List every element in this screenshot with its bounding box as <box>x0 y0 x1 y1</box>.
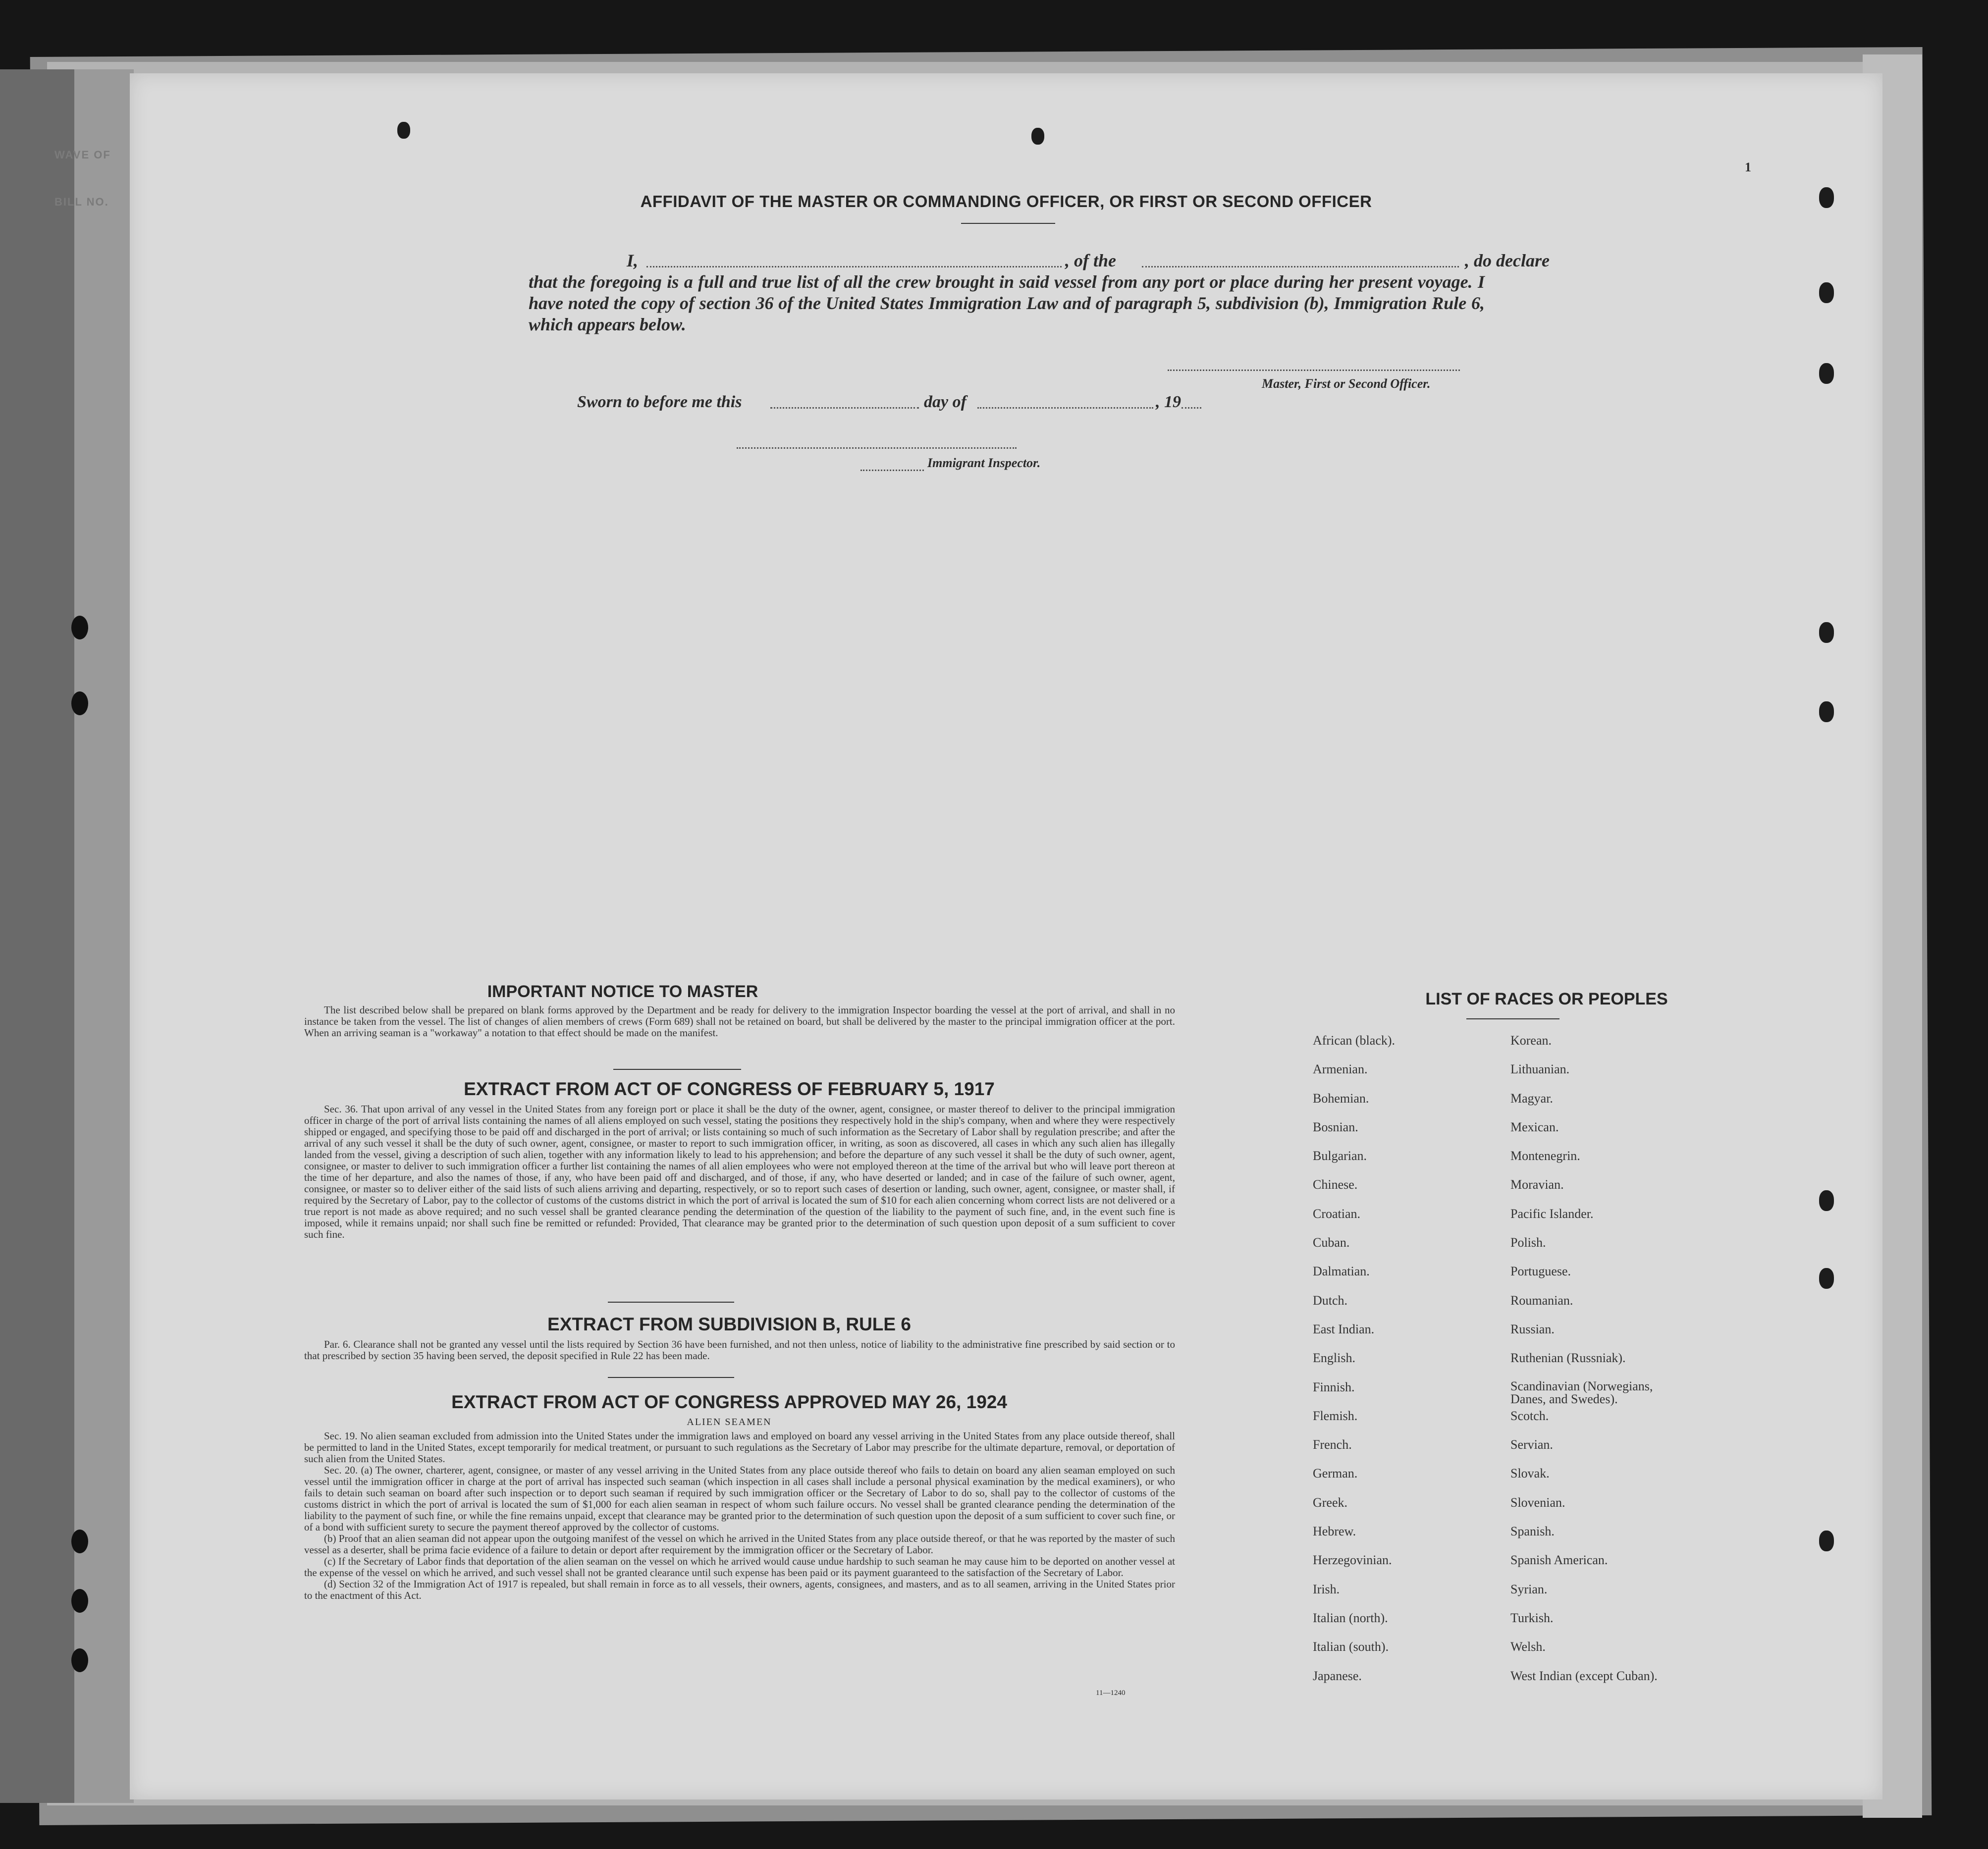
binder-hole <box>71 1530 88 1553</box>
extract-rule6-title: EXTRACT FROM SUBDIVISION B, RULE 6 <box>547 1314 911 1334</box>
race-item: French. <box>1313 1437 1352 1452</box>
section-rule <box>608 1377 734 1378</box>
race-item: Chinese. <box>1313 1177 1358 1192</box>
page-corner-mark: 1 <box>1745 160 1751 174</box>
extract-1917-title: EXTRACT FROM ACT OF CONGRESS OF FEBRUARY 5, 1917 <box>464 1079 995 1099</box>
race-item: Spanish. <box>1510 1524 1555 1539</box>
faded-margin-text: WAVE OF <box>54 149 111 161</box>
inspector-signature-line[interactable] <box>737 447 1017 449</box>
race-item: Pacific Islander. <box>1510 1206 1594 1221</box>
race-item: Mexican. <box>1510 1119 1559 1134</box>
name-blank-field[interactable] <box>646 266 1062 267</box>
binder-hole <box>1819 282 1834 303</box>
sworn-year-field[interactable] <box>1182 407 1201 409</box>
affidavit-line-1 <box>577 250 1618 272</box>
race-item: Cuban. <box>1313 1235 1350 1250</box>
race-item: Finnish. <box>1313 1379 1355 1394</box>
sworn-month-field[interactable] <box>977 407 1153 409</box>
sworn-line <box>577 391 1370 413</box>
vessel-blank-field[interactable] <box>1142 266 1459 267</box>
race-item: Bohemian. <box>1313 1091 1369 1106</box>
race-item: West Indian (except Cuban). <box>1510 1668 1658 1683</box>
race-item: Servian. <box>1510 1437 1553 1452</box>
extract-1924-body <box>304 1430 1175 1601</box>
section-rule <box>613 1069 741 1070</box>
inspector-prefix-line <box>860 470 924 471</box>
sec-20a-text: Sec. 20. (a) The owner, charterer, agent, consignee, or master of any vessel arriving in the United States from any place outside thereof who fails to detain on board any alien seaman employed on such vessel until the immigration officer in charge at the port of arrival has inspected such seaman (which inspection in all cases shall include a personal physical examination by the medical examiners), or who fails to detain such seaman on board after such inspection or to deport such seaman if required by such immigration officer or the Secretary of Labor to do so, shall pay to the collector of customs of the customs district in which the port of arrival is located the sum of $1,000 for each alien seaman in respect of whom such failure occurs. No vessel shall be granted clearance pending the determination of the liability to the payment of such fine, or while the fine remains unpaid, except that clearance may be granted prior to the determination of such question upon the deposit of a sum sufficient to cover such fine, or of a bond with sufficient surety to secure the payment thereof approved by the collector of customs. <box>304 1464 1175 1533</box>
binder-hole <box>1819 622 1834 643</box>
binder-hole <box>1819 701 1834 722</box>
binder-hole <box>71 1589 88 1613</box>
inspector-label: Immigrant Inspector. <box>927 456 1041 470</box>
race-item: East Indian. <box>1313 1321 1375 1336</box>
sec-19-text: Sec. 19. No alien seaman excluded from admission into the United States under the immigration laws and employed on board any vessel arriving in the United States from any place outside thereof, shall be permitted to land in the United States, except temporarily for medical treatment, or pursuant to such regulations as the Secretary of Labor may prescribe for the ultimate departure, removal, or deportation of such alien from the United States. <box>304 1430 1175 1465</box>
sworn-day-field[interactable] <box>770 407 919 409</box>
punch-hole <box>397 122 410 139</box>
race-item: Polish. <box>1510 1235 1546 1250</box>
sec-20d-text: (d) Section 32 of the Immigration Act of 1917 is repealed, but shall remain in force as to all vessels, their owners, agents, consignees, and masters, and as to all seamen, arriving in the United States prior to the enactment of this Act. <box>304 1578 1175 1601</box>
race-item: Portuguese. <box>1510 1264 1571 1279</box>
race-item: Slovak. <box>1510 1466 1550 1481</box>
sworn-day-of: day of <box>924 393 967 411</box>
section-rule <box>608 1302 734 1303</box>
affidavit-i-label: I, <box>627 251 639 270</box>
race-item: Scandinavian (Norwegians, Danes, and Swedes). <box>1510 1378 1653 1406</box>
race-item: Welsh. <box>1510 1639 1546 1654</box>
race-item: Roumanian. <box>1510 1293 1573 1308</box>
binder-hole <box>1819 363 1834 384</box>
master-signature-line[interactable] <box>1168 370 1460 371</box>
extract-1924-subtitle: ALIEN SEAMEN <box>687 1417 772 1427</box>
race-item: English. <box>1313 1351 1355 1366</box>
race-item: Scotch. <box>1510 1408 1549 1423</box>
binder-hole <box>1819 1531 1834 1551</box>
race-item: Armenian. <box>1313 1062 1368 1077</box>
extract-1924-title: EXTRACT FROM ACT OF CONGRESS APPROVED MAY 26, 1924 <box>451 1392 1007 1412</box>
title-rule <box>961 223 1055 224</box>
race-item: Greek. <box>1313 1495 1348 1510</box>
race-item: Dutch. <box>1313 1293 1348 1308</box>
notice-body: The list described below shall be prepared on blank forms approved by the Department and be ready for delivery to the immigration Inspector boarding the vessel at the port of arrival, and shall in no instance be taken from the vessel. The list of changes of alien members of crews (Form 689) shall not be retained on board, but shall be delivered by the master to the principal immigration officer at the port. When an arriving seaman is a "workaway" a notation to that effect should be made on the manifest. <box>304 1004 1175 1039</box>
binder-hole <box>71 691 88 715</box>
race-item: Flemish. <box>1313 1408 1358 1423</box>
race-item: Bulgarian. <box>1313 1149 1367 1163</box>
extract-rule6-body: Par. 6. Clearance shall not be granted any vessel until the lists required by Section 36 have been furnished, and not then unless, notice of liability to the administrative fine prescribed by said section or to that prescribed by section 35 having been served, the deposit specified in Rule 22 has been made. <box>304 1338 1175 1362</box>
race-item: Bosnian. <box>1313 1119 1358 1134</box>
race-item: African (black). <box>1313 1033 1396 1048</box>
binder-hole <box>71 1648 88 1672</box>
race-item: Irish. <box>1313 1582 1340 1596</box>
race-item: Montenegrin. <box>1510 1149 1580 1163</box>
race-item: Lithuanian. <box>1510 1062 1570 1077</box>
affidavit-body: that the foregoing is a full and true list of all the crew brought in said vessel from any port or place during her present voyage. I have noted the copy of section 36 of the United States Immigration Law and of paragraph 5, subdivision (b), Immigration Rule 6, which appears below. <box>529 272 1485 334</box>
master-signature-label: Master, First or Second Officer. <box>1262 376 1431 391</box>
race-item: Croatian. <box>1313 1206 1361 1221</box>
race-item: Korean. <box>1510 1033 1552 1048</box>
race-item: Dalmatian. <box>1313 1264 1370 1279</box>
form-number: 11—1240 <box>1096 1689 1126 1697</box>
sec-20b-text: (b) Proof that an alien seaman did not appear upon the outgoing manifest of the vessel on which he arrived in the United States from any place outside thereof, or that he was reported by the master of such vessel as a deserter, shall be prima facie evidence of a failure to detain or deport after requirement by the immigration officer or the Secretary of Labor. <box>304 1532 1175 1556</box>
faded-margin-text: BILL NO. <box>54 196 109 208</box>
race-item: Slovenian. <box>1510 1495 1565 1510</box>
affidavit-of-the-label: , of the <box>1065 251 1116 270</box>
title-rule <box>1466 1018 1559 1019</box>
races-list-right <box>1510 1033 1689 1697</box>
race-item: Hebrew. <box>1313 1524 1356 1539</box>
manifest-page <box>130 73 1882 1799</box>
race-item: Ruthenian (Russniak). <box>1510 1351 1626 1366</box>
sec-20c-text: (c) If the Secretary of Labor finds that deportation of the alien seaman on the vessel on which he arrived would cause undue hardship to such seaman he may cause him to be deported on another vessel at the expense of the vessel on which he arrived, and such vessel shall not be granted clearance until such expense has been paid or its payment guaranteed to the satisfaction of the Secretary of Labor. <box>304 1555 1175 1579</box>
race-item: Herzegovinian. <box>1313 1553 1392 1568</box>
races-list-left <box>1313 1033 1395 1697</box>
sworn-prefix: Sworn to before me this <box>577 393 742 411</box>
binder-hole <box>71 616 88 639</box>
affidavit-title: AFFIDAVIT OF THE MASTER OR COMMANDING OFFICER, OR FIRST OR SECOND OFFICER <box>640 192 1372 211</box>
races-title: LIST OF RACES OR PEOPLES <box>1425 990 1668 1008</box>
race-item: Turkish. <box>1510 1610 1554 1625</box>
binder-hole <box>1819 1190 1834 1211</box>
race-item: Italian (north). <box>1313 1610 1388 1625</box>
extract-1917-body: Sec. 36. That upon arrival of any vessel in the United States from any foreign port or place it shall be the duty of the owner, agent, consignee, or master thereof to deliver to the principal immigration officer in charge of the port of arrival lists containing the names of all aliens employed on such vessel, stating the positions they respectively hold in the ship's company, when and where they were respectively shipped or engaged, and specifying those to be paid off and discharged in the port of arrival; or lists containing so much of such information as the Secretary of Labor shall by regulation prescribe; and after the arrival of any such vessel it shall be the duty of such owner, agent, consignee, or master to report to such immigration officer, in writing, as soon as discovered, all cases in which any such alien has illegally landed from the vessel, giving a description of such alien, together with any information likely to lead to his apprehension; and before the departure of any such vessel it shall be the duty of such owner, agent, consignee, or master to deliver to such immigration officer a further list containing the names of all alien employees who were not employed thereon at the time of the arrival but who will leave port thereon at the time of her departure, and also the names of those, if any, who have been paid off and discharged, and of those, if any, who have deserted or landed; and in case of the failure of such owner, agent, consignee, or master so to deliver either of the said lists of such aliens arriving and departing, respectively, or so to report such cases of desertion or landing, such owner, agent, consignee, or master shall, if required by the Secretary of Labor, pay to the collector of customs of the customs district in which the port of arrival is located the sum of $10 for each alien concerning whom correct lists are not delivered or a true report is not made as above required; and no such vessel shall be granted clearance pending the determination of the question of the liability to the payment of such fine, and, in the event such fine is imposed, while it remains unpaid; nor shall such fine be remitted or refunded: Provided, That clearance may be granted prior to the determination of such question upon deposit of a sum sufficient to cover such fine. <box>304 1103 1175 1240</box>
race-item: Japanese. <box>1313 1668 1362 1683</box>
affidavit-declare-label: , do declare <box>1465 251 1550 270</box>
race-item: German. <box>1313 1466 1358 1481</box>
race-item: Moravian. <box>1510 1177 1564 1192</box>
race-item: Syrian. <box>1510 1582 1548 1596</box>
sworn-year-label: , 19 <box>1156 393 1181 411</box>
binder-hole <box>1819 1268 1834 1289</box>
race-item: Spanish American. <box>1510 1553 1608 1568</box>
race-item: Italian (south). <box>1313 1639 1389 1654</box>
race-item: Russian. <box>1510 1321 1555 1336</box>
race-item: Magyar. <box>1510 1091 1553 1106</box>
notice-title: IMPORTANT NOTICE TO MASTER <box>487 982 758 1001</box>
punch-hole <box>1031 128 1044 145</box>
